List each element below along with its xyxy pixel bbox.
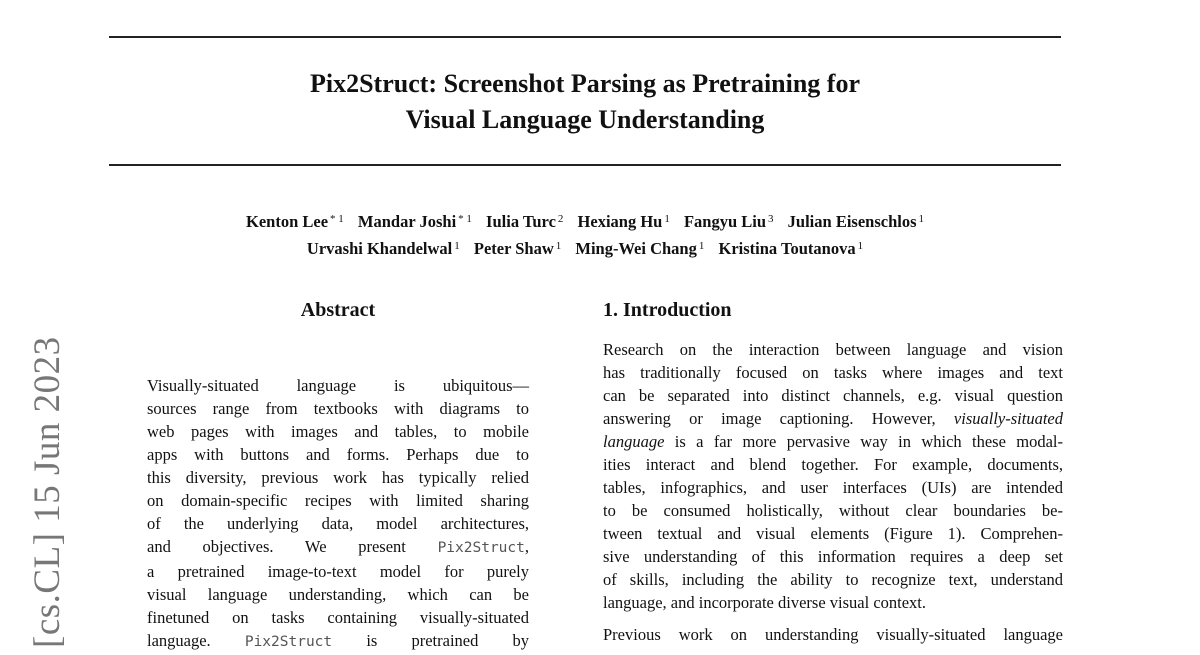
- author: Peter Shaw $^1$: [473, 239, 562, 258]
- intro-line: tables, infographics, and user interfaces (UIs) are intended: [603, 478, 1063, 497]
- abstract-line: on domain-specific recipes with limited sharing: [147, 491, 529, 510]
- author: Fangyu Liu $^3$: [683, 212, 774, 231]
- abstract-line: visual language understanding, which can be: [147, 585, 529, 604]
- abstract-line: web pages with images and tables, to mobile: [147, 422, 529, 441]
- author: Mandar Joshi $^{* 1}$: [357, 212, 472, 231]
- author-line-1: [109, 207, 1061, 234]
- intro-line: can be separated into distinct channels, e.g. visual question: [603, 386, 1063, 405]
- intro-line: Previous work on understanding visually-situated language: [603, 625, 1063, 644]
- abstract-line: a pretrained image-to-text model for purely: [147, 562, 529, 581]
- emphasis: visually-situated: [953, 409, 1063, 428]
- introduction-heading: 1. Introduction: [603, 299, 732, 321]
- abstract-line: finetuned on tasks containing visually-situated: [147, 608, 529, 627]
- abstract-line: apps with buttons and forms. Perhaps due to: [147, 445, 529, 464]
- paper-title: [109, 66, 1061, 138]
- title-rule-bottom: [109, 164, 1061, 166]
- intro-line: has traditionally focused on tasks where images and text: [603, 363, 1063, 382]
- author-line-2: [109, 234, 1061, 261]
- abstract-line: and objectives. We present Pix2Struct,: [147, 537, 529, 556]
- abstract-line: language. Pix2Struct is pretrained by: [147, 631, 530, 650]
- paper-title-line-1: Pix2Struct: Screenshot Parsing as Pretraining for: [309, 69, 861, 98]
- intro-line: tween textual and visual elements (Figure 1). Comprehen-: [603, 524, 1063, 543]
- intro-line: language is a far more pervasive way in which these modal-: [603, 432, 1063, 451]
- introduction-body: [603, 338, 1063, 655]
- author: Ming-Wei Chang $^1$: [575, 239, 705, 258]
- intro-line: ities interact and blend together. For example, documents,: [603, 455, 1063, 474]
- intro-line: of skills, including the ability to recognize text, understand: [603, 570, 1063, 589]
- abstract-line: of the underlying data, model architectures,: [147, 514, 529, 533]
- author: Hexiang Hu $^1$: [577, 212, 670, 231]
- abstract-body: [147, 374, 529, 654]
- intro-line: Research on the interaction between language and vision: [603, 340, 1063, 359]
- author: Iulia Turc $^2$: [486, 212, 564, 231]
- model-name: Pix2Struct: [437, 540, 525, 556]
- intro-line: to be consumed holistically, without clear boundaries be-: [603, 501, 1063, 520]
- introduction-paragraph-2: [603, 623, 1063, 646]
- intro-line: answering or image captioning. However, visually-situated: [603, 409, 1063, 428]
- arxiv-stamp: [cs.CL] 15 Jun 2023: [27, 336, 68, 648]
- title-rule-top: [109, 36, 1061, 38]
- abstract-heading: Abstract: [300, 299, 376, 321]
- paper-title-line-2: Visual Language Understanding: [405, 105, 765, 134]
- abstract-line: sources range from textbooks with diagrams to: [147, 399, 529, 418]
- author: Julian Eisenschlos $^1$: [787, 212, 925, 231]
- author: Kristina Toutanova $^1$: [718, 239, 864, 258]
- intro-line: language, and incorporate diverse visual context.: [603, 593, 927, 612]
- intro-line: sive understanding of this information requires a deep set: [603, 547, 1063, 566]
- abstract-line: Visually-situated language is ubiquitous—: [147, 376, 529, 395]
- introduction-paragraph-1: [603, 338, 1063, 614]
- emphasis: language: [603, 432, 665, 451]
- author: Kenton Lee $^{* 1}$: [245, 212, 344, 231]
- model-name: Pix2Struct: [244, 634, 333, 650]
- abstract-line: this diversity, previous work has typically relied: [147, 468, 529, 487]
- author-list: [109, 207, 1061, 261]
- author: Urvashi Khandelwal $^1$: [306, 239, 460, 258]
